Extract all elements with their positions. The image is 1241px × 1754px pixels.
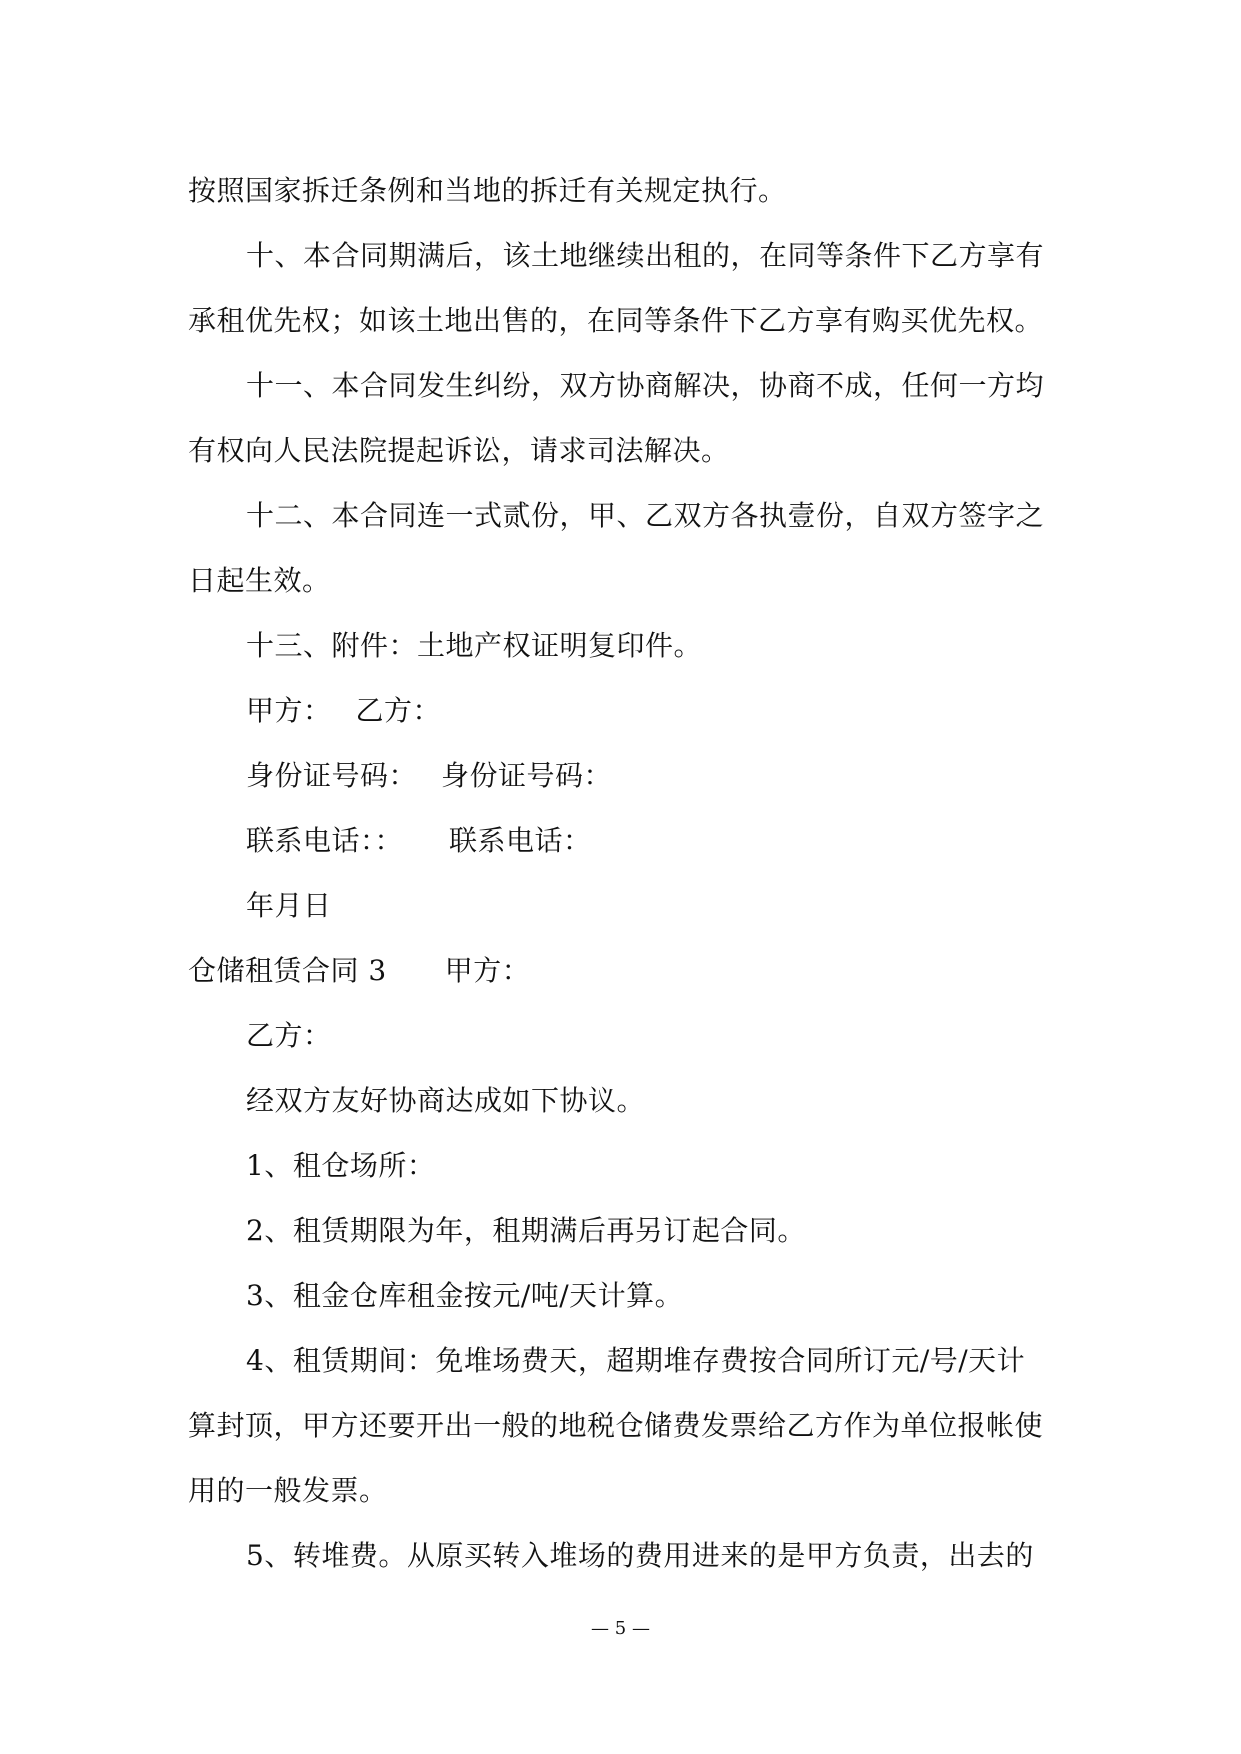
paragraph-line: 按照国家拆迁条例和当地的拆迁有关规定执行。 — [188, 174, 787, 207]
contract-title: 仓储租赁合同 3 — [188, 954, 387, 987]
paragraph-line: 承租优先权；如该土地出售的，在同等条件下乙方享有购买优先权。 — [188, 304, 1044, 337]
paragraph-line: 有权向人民法院提起诉讼，请求司法解决。 — [188, 434, 730, 467]
signature-parties-row — [188, 678, 1058, 743]
contract-intro: 经双方友好协商达成如下协议。 — [246, 1084, 646, 1117]
paragraph-line: 十一、本合同发生纠纷，双方协商解决，协商不成，任何一方均 — [246, 369, 1045, 402]
clause-line: 2、租赁期限为年，租期满后再另订起合同。 — [246, 1214, 806, 1247]
page-number: — 5 — — [591, 1618, 650, 1639]
clause-line: 算封顶，甲方还要开出一般的地税仓储费发票给乙方作为单位报帐使 — [188, 1409, 1044, 1442]
clause-line: 5、转堆费。从原买转入堆场的费用进来的是甲方负责，出去的 — [246, 1539, 1034, 1572]
paragraph-line: 十二、本合同连一式贰份，甲、乙双方各执壹份，自双方签字之 — [246, 499, 1045, 532]
clause-line: 1、租仓场所： — [246, 1149, 436, 1182]
id-number-a-label: 身份证号码： — [246, 759, 418, 792]
signature-phone-row — [188, 808, 1058, 873]
phone-a-label: 联系电话：： — [246, 824, 404, 857]
clause-line: 4、租赁期间：免堆场费天，超期堆存费按合同所订元/号/天计 — [246, 1344, 1026, 1377]
paragraph-line: 日起生效。 — [188, 564, 331, 597]
contract-party-b-label: 乙方： — [246, 1019, 332, 1052]
clause-line: 用的一般发票。 — [188, 1474, 388, 1507]
document-body — [188, 158, 1058, 1588]
party-a-label: 甲方： — [246, 694, 332, 727]
signature-id-row — [188, 743, 1058, 808]
phone-b-label: 联系电话： — [449, 824, 592, 857]
id-number-b-label: 身份证号码： — [441, 759, 613, 792]
contract-party-a-label: 甲方： — [444, 954, 531, 987]
paragraph-line: 十、本合同期满后，该土地继续出租的，在同等条件下乙方享有 — [246, 239, 1045, 272]
signature-date: 年月日 — [246, 889, 332, 922]
clause-line: 3、租金仓库租金按元/吨/天计算。 — [246, 1279, 684, 1312]
contract-heading-row — [188, 938, 1058, 1003]
paragraph-line: 十三、附件：土地产权证明复印件。 — [246, 629, 703, 662]
party-b-label: 乙方： — [355, 694, 442, 727]
